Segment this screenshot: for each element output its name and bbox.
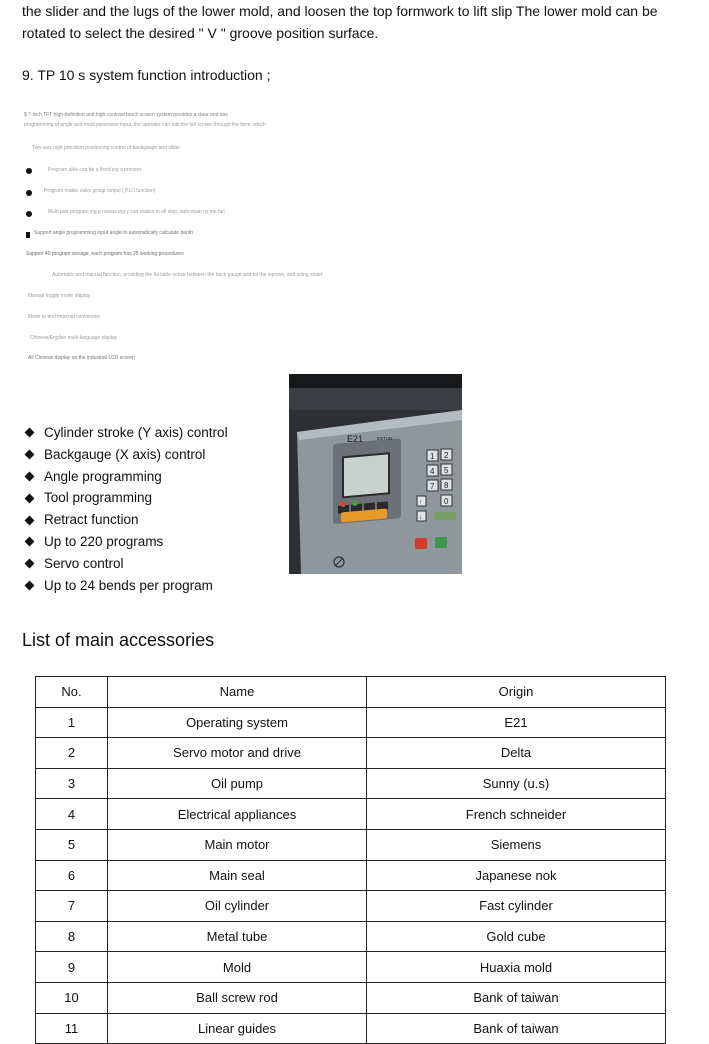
keypad-key: 4 xyxy=(430,467,435,476)
keypad-key: 8 xyxy=(444,481,449,490)
keypad-key: ↑ xyxy=(419,500,422,506)
list-item xyxy=(24,487,228,509)
cell-name: Metal tube xyxy=(108,921,367,952)
bullet-dot xyxy=(26,190,32,196)
table-row xyxy=(36,768,666,799)
keypad-key: ↓ xyxy=(419,515,422,521)
cell-origin: Fast cylinder xyxy=(367,891,666,922)
diamond-bullet-icon xyxy=(25,515,35,525)
table-row xyxy=(36,921,666,952)
diamond-bullet-icon xyxy=(25,537,35,547)
cell-origin: Huaxia mold xyxy=(367,952,666,983)
feature-label: Tool programming xyxy=(44,490,153,506)
table-row xyxy=(36,1013,666,1044)
bullet-dot xyxy=(26,168,32,174)
table-row xyxy=(36,952,666,983)
cell-origin: Japanese nok xyxy=(367,860,666,891)
cell-origin: Sunny (u.s) xyxy=(367,768,666,799)
faint-line: Two-axis high precision positioning control of backgauge and slider xyxy=(32,145,181,151)
faint-line: programming of angle and mold parameter input, the operator can edit the full screen through the form, which xyxy=(24,122,266,128)
cell-name: Ball screw rod xyxy=(108,982,367,1013)
faint-line: Program able can be a fixed ing a process xyxy=(48,167,142,173)
faint-line: Multi part program ing p rocess ing y can realize in all step, auto main ny me fun xyxy=(48,209,226,215)
cell-no: 3 xyxy=(36,768,108,799)
list-item xyxy=(24,531,228,553)
keypad-key: 2 xyxy=(444,451,449,460)
faint-line: Manual toggle mode display xyxy=(28,293,91,299)
feature-label: Angle programming xyxy=(44,468,162,484)
faint-line: Support angle programming input angle to automatically calculate depth xyxy=(34,230,193,236)
bullet-dot xyxy=(26,232,30,238)
keypad-key: 7 xyxy=(430,482,435,491)
column-header-no: No. xyxy=(36,677,108,708)
cell-name: Linear guides xyxy=(108,1013,367,1044)
cell-no: 11 xyxy=(36,1013,108,1044)
table-row xyxy=(36,860,666,891)
intro-paragraph: the slider and the lugs of the lower mold, and loosen the top formwork to lift slip The lower mold can be rotated to select the desired " V " groove position surface. xyxy=(22,3,658,41)
cell-name: Main motor xyxy=(108,829,367,860)
feature-list xyxy=(24,422,228,596)
table-row xyxy=(36,891,666,922)
section-heading: 9. TP 10 s system function introduction ; xyxy=(22,67,271,83)
cell-name: Operating system xyxy=(108,707,367,738)
diamond-bullet-icon xyxy=(25,559,35,569)
bullet-dot xyxy=(26,211,32,217)
cell-no: 9 xyxy=(36,952,108,983)
cell-no: 7 xyxy=(36,891,108,922)
controller-brand-label: ESTUN xyxy=(377,436,393,441)
cell-name: Main seal xyxy=(108,860,367,891)
list-item xyxy=(24,509,228,531)
table-row xyxy=(36,799,666,830)
table-row xyxy=(36,738,666,769)
cell-no: 10 xyxy=(36,982,108,1013)
feature-label: Servo control xyxy=(44,555,124,571)
cell-no: 6 xyxy=(36,860,108,891)
cell-name: Electrical appliances xyxy=(108,799,367,830)
diamond-bullet-icon xyxy=(25,472,35,482)
feature-label: Cylinder stroke (Y axis) control xyxy=(44,425,228,440)
diamond-bullet-icon xyxy=(25,428,35,438)
list-item xyxy=(24,575,228,597)
cell-origin: Delta xyxy=(367,738,666,769)
cell-origin: Bank of taiwan xyxy=(367,982,666,1013)
list-item xyxy=(24,444,228,466)
diamond-bullet-icon xyxy=(25,581,35,591)
feature-label: Backgauge (X axis) control xyxy=(44,446,206,462)
accessories-table xyxy=(35,676,666,1044)
faint-line: Support 40 program storage, each program has 25 working procedures xyxy=(26,251,184,257)
table-row xyxy=(36,829,666,860)
list-item xyxy=(24,466,228,488)
cell-no: 1 xyxy=(36,707,108,738)
faint-line: Chinese/English multi-language display xyxy=(30,335,118,341)
cell-origin: French schneider xyxy=(367,799,666,830)
table-header-row xyxy=(36,677,666,708)
table-row xyxy=(36,707,666,738)
keypad-key: 0 xyxy=(444,497,449,506)
cell-name: Mold xyxy=(108,952,367,983)
diamond-bullet-icon xyxy=(25,450,35,460)
faint-line: $ 7-inch TFT high-definition and high-contrast touch screen system provides a clear and eas xyxy=(24,112,228,118)
list-item xyxy=(24,553,228,575)
controller-photo xyxy=(289,374,462,574)
cell-no: 4 xyxy=(36,799,108,830)
accessories-title: List of main accessories xyxy=(22,630,215,650)
cell-no: 8 xyxy=(36,921,108,952)
cell-no: 5 xyxy=(36,829,108,860)
faint-line: Program mable valve group output ( PLC function) xyxy=(44,188,156,194)
column-header-name: Name xyxy=(108,677,367,708)
cell-origin: Gold cube xyxy=(367,921,666,952)
column-header-origin: Origin xyxy=(367,677,666,708)
cell-name: Oil cylinder xyxy=(108,891,367,922)
feature-label: Retract function xyxy=(44,512,139,528)
function-intro-image xyxy=(22,108,323,378)
cell-origin: Bank of taiwan xyxy=(367,1013,666,1044)
cell-no: 2 xyxy=(36,738,108,769)
cell-name: Servo motor and drive xyxy=(108,738,367,769)
feature-label: Up to 220 programs xyxy=(44,533,164,549)
faint-line: Automatic and manual function, providing the ful table sense between the back gauge and tol the inprove, and using smart xyxy=(52,272,323,278)
cell-origin: E21 xyxy=(367,707,666,738)
diamond-bullet-icon xyxy=(25,493,35,503)
faint-line: All Chinese display on the industrial LCD screen xyxy=(28,355,135,361)
list-item xyxy=(24,422,228,444)
controller-model-label: E21 xyxy=(347,434,364,444)
cell-origin: Siemens xyxy=(367,829,666,860)
faint-line: Mode to and imperial conversion xyxy=(28,314,101,320)
table-row xyxy=(36,982,666,1013)
keypad-key: 5 xyxy=(444,466,449,475)
cell-name: Oil pump xyxy=(108,768,367,799)
feature-label: Up to 24 bends per program xyxy=(44,577,213,593)
keypad-key: 1 xyxy=(430,452,435,461)
